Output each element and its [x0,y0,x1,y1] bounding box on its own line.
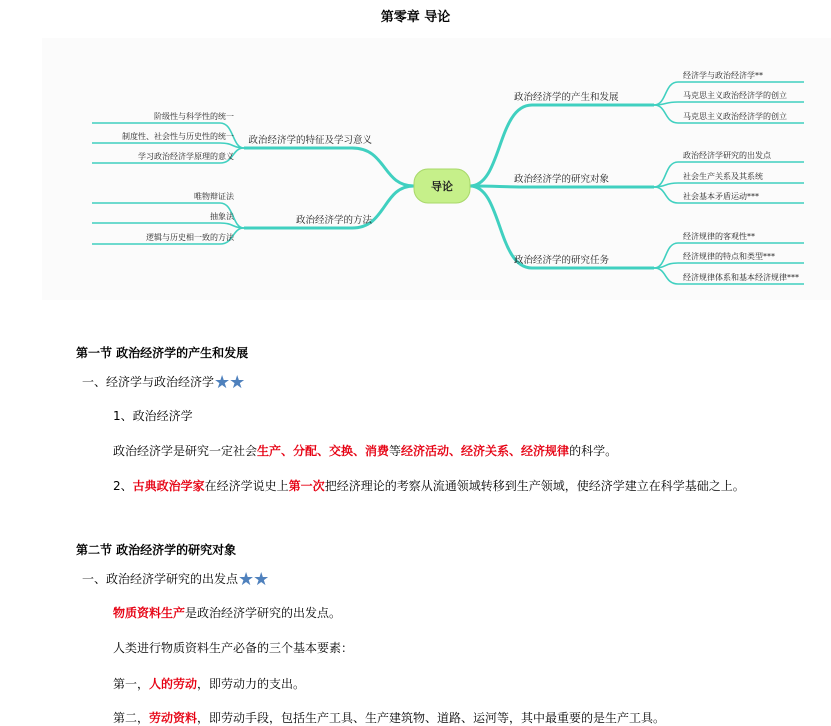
text: ，即劳动力的支出。 [197,677,306,691]
paragraph-1 [113,604,341,621]
leaf-line [92,223,244,228]
center-label: 导论 [431,180,453,193]
branch-label: 政治经济学的方法 [295,215,372,226]
emphasis: 劳动资料 [149,711,198,725]
section-1-subtitle [82,372,244,393]
item-1: 1、政治经济学 [113,409,193,423]
leaf-label: 经济规律体系和基本经济规律*** [683,273,799,282]
branch-label: 政治经济学的研究任务 [514,255,610,266]
text: 第二， [113,711,150,725]
definition-paragraph [113,442,617,459]
leaf-label: 马克思主义政治经济学的创立 [683,112,787,121]
leaf-line [654,263,804,268]
subtitle-text: 一、政治经济学研究的出发点 [82,572,239,586]
branch-label: 政治经济学的研究对象 [514,174,610,185]
leaf-label: 政治经济学研究的出发点 [683,151,771,160]
paragraph-2: 人类进行物质资料生产必备的三个基本要素： [113,641,354,655]
mind-map [42,38,831,300]
leaf-label: 马克思主义政治经济学的创立 [683,91,787,100]
leaf-line [654,102,804,105]
text: 2、 [113,479,133,493]
importance-stars-icon: ★★ [214,372,245,393]
subtitle-text: 一、经济学与政治经济学 [82,375,215,389]
text: 第一， [113,677,150,691]
importance-stars-icon: ★★ [238,569,269,590]
text: 等 [389,444,402,458]
leaf-label: 学习政治经济学原理的意义 [138,152,234,161]
emphasis: 古典政治学家 [132,479,205,493]
emphasis: 人的劳动 [149,677,198,691]
leaf-label: 经济规律的特点和类型*** [683,252,775,261]
leaf-label: 社会生产关系及其系统 [683,172,763,181]
leaf-label: 社会基本矛盾运动*** [683,192,759,201]
text: 把经济理论的考察从流通领域转移到生产领域，使经济学建立在科学基础之上。 [324,479,745,493]
leaf-label: 阶级性与科学性的统一 [154,112,234,121]
branch-line [244,148,414,186]
text: 政治经济学是研究一定社会 [113,444,258,458]
emphasis: 物质资料生产 [113,606,186,620]
chapter-title: 第零章 导论 [380,10,451,25]
emphasis: 经济活动、经济关系、经济规律 [401,444,570,458]
leaf-label: 经济规律的客观性** [683,232,755,241]
leaf-label: 经济学与政治经济学** [683,71,763,80]
leaf-label: 唯物辩证法 [194,192,234,201]
emphasis: 生产、分配、交换、消费 [257,444,390,458]
text: ，即劳动手段，包括生产工具、生产建筑物、道路、运河等，其中最重要的是生产工具。 [197,711,666,725]
section-2-subtitle [82,569,268,590]
text: 是政治经济学研究的出发点。 [185,606,342,620]
leaf-line [654,183,804,187]
section-2-title: 第二节 政治经济学的研究对象 [76,543,237,557]
leaf-line [92,143,244,148]
text: 的科学。 [569,444,618,458]
paragraph-3 [113,675,305,692]
branch-label: 政治经济学的产生和发展 [514,92,619,103]
section-1-title: 第一节 政治经济学的产生和发展 [76,346,249,360]
emphasis: 第一次 [288,479,325,493]
leaf-label: 制度性、社会性与历史性的统一 [122,132,234,141]
item-2 [113,477,745,494]
branch-label: 政治经济学的特征及学习意义 [248,135,372,146]
branch-line [470,186,654,187]
paragraph-4 [113,709,665,726]
text: 在经济学说史上 [204,479,289,493]
leaf-label: 逻辑与历史相一致的方法 [146,233,234,242]
leaf-label: 抽象法 [210,212,234,221]
